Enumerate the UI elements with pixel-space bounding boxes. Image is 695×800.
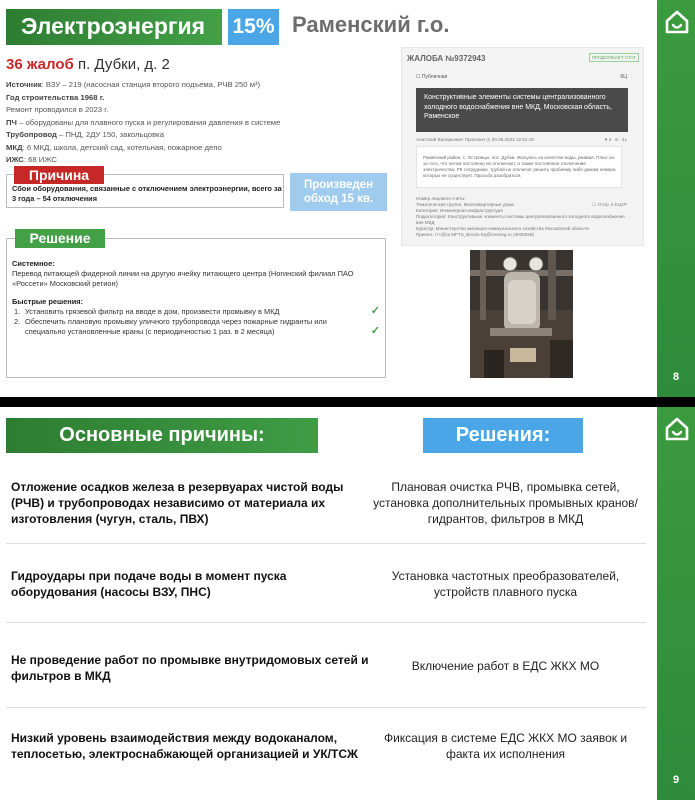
complaint-status: ПРОДОЛЖАЕТ СТАТ: [589, 53, 639, 62]
forward-checkbox: ☐ Отпр. в ЕЦКР: [592, 202, 627, 207]
info-line: Год строительства 1968 г.: [6, 92, 105, 102]
slide-title: Электроэнергия: [6, 9, 222, 45]
info-line: ИЖС: 68 ИЖС: [6, 155, 57, 164]
row-divider: [6, 707, 646, 708]
home-logo-icon: [663, 415, 691, 443]
quick-label: Быстрые решения:: [12, 297, 84, 306]
checkmark-icon: ✓: [370, 305, 380, 317]
complaints-count: 36 жалоб: [6, 56, 74, 73]
slide-9: [0, 407, 695, 800]
info-line: Трубопровод – ПНД, 2ДУ 150, закольцовка: [6, 130, 164, 139]
solution-title: Решение: [15, 229, 105, 248]
systemic-text: Перевод питающей фидерной линии на другую ячейку питающего центра (Ногинский филиал ПАО «Россети» Московский регион): [12, 269, 354, 288]
facility-info: [6, 79, 386, 167]
complaint-subject: Конструктивные элементы системы централизованного холодного водоснабжения вне МКД, Московская область, Раменское: [416, 88, 628, 132]
cause-text: Низкий уровень взаимодействия между водоканалом, теплосетью, электроснабжающей организацией и УК/ТСЖ: [11, 731, 358, 761]
row-divider: [6, 622, 646, 623]
page-number: 9: [672, 774, 680, 786]
city-label: Раменский г.о.: [292, 12, 450, 37]
right-brand-bar: [657, 407, 695, 800]
complaints-heading: [6, 56, 170, 73]
complaint-document: [401, 47, 644, 246]
systemic-label: Системное:: [12, 259, 55, 268]
bypass-badge: Произведен обход 15 кв.: [290, 173, 387, 211]
complaint-details: Номер лицевого счёта: Тематическая группа: Многоквартирные дома Категория: Инженерная инфраструктура Подкатегория: Конструктивные элементы системы централизованного холодного водоснабжения вне МКД Куратор: Министерство жилищно-коммунального хозяйства Московской области Принял: ттт@ск MFTS_Bronin Eq@mosreg.ru (4039028): [416, 196, 625, 237]
cause-title: Причина: [14, 166, 104, 184]
right-brand-bar: [657, 0, 695, 397]
complaint-author: ♥ 3 · 8 · 41 Анатолий Валерьевич Прокопич ◷ 20.09.2023 12:51:19: [416, 137, 627, 142]
solution-text: Включение работ в ЕДС ЖКХ МО: [411, 659, 600, 673]
cause-text: Гидроудары при подаче воды в момент пуска оборудования (насосы ВЗУ, ПНС): [11, 569, 287, 599]
pipe-photo: [470, 250, 573, 378]
page-number: 8: [672, 371, 680, 383]
cause-text: Сбои оборудования, связанные с отключением электроэнергии, всего за 3 года – 54 отключения: [12, 184, 282, 203]
cause-text: Не проведение работ по промывке внутридомовых сетей и фильтров в МКД: [11, 653, 369, 683]
checkmark-icon: ✓: [370, 325, 380, 337]
slide-8: [0, 0, 695, 397]
solution-text: Фиксация в системе ЕДС ЖКХ МО заявок и факта их исполнения: [383, 731, 628, 761]
info-line: ПЧ – оборудованы для плавного пуска и регулирования давления в системе: [6, 117, 281, 127]
quick-item: 2. Обеспечить плановую промывку уличного трубопровода через пожарные гидранты или специально установленные краны (с периодичностью 1 раз. в 2 месяца) ✓: [14, 317, 380, 337]
info-line: Источник: ВЗУ – 219 (насосная станция второго подъема, РЧВ 250 м³): [6, 80, 261, 89]
solution-text: Плановая очистка РЧВ, промывка сетей, установка дополнительных промывных кранов/гидрантов, фильтров в МКД: [373, 480, 638, 526]
cause-text: Отложение осадков железа в резервуарах чистой воды (РЧВ) и трубопроводах независимо от материала их изготовления (чугун, сталь, ПВХ): [11, 480, 344, 526]
solutions-header: Решения:: [423, 418, 583, 453]
solution-body: [12, 259, 382, 337]
percent-badge: 15%: [228, 9, 279, 45]
complaint-body: Раменский район, с. Островцы, пос. Дубки. Жалуюсь на качество воды, ржавая. Плюс из-за того, что летом постоянно не отключают, а также постоянное отключение электричества. РК сотрудники, трубой не отключат решить проблему либо домом номера которых не существует. Просьба разобраться.: [416, 146, 622, 188]
address: п. Дубки, д. 2: [73, 56, 170, 73]
quick-item: 1. Установить грязевой фильтр на вводе в дом, произвести промывку в МКД ✓: [14, 305, 380, 317]
home-logo-icon: [663, 8, 691, 36]
complaint-meta-row: ☐ КЦ Публичная: [416, 74, 627, 80]
row-divider: [6, 543, 646, 544]
causes-header: Основные причины:: [6, 418, 318, 453]
solution-text: Установка частотных преобразователей, устройств плавного пуска: [391, 569, 620, 599]
info-line: МКД: 6 МКД, школа, детский сад, котельная, пожарное депо: [6, 142, 222, 152]
complaint-number: ЖАЛОБА №9372943: [407, 54, 486, 63]
info-line: Ремонт проводился в 2023 г.: [6, 105, 109, 114]
